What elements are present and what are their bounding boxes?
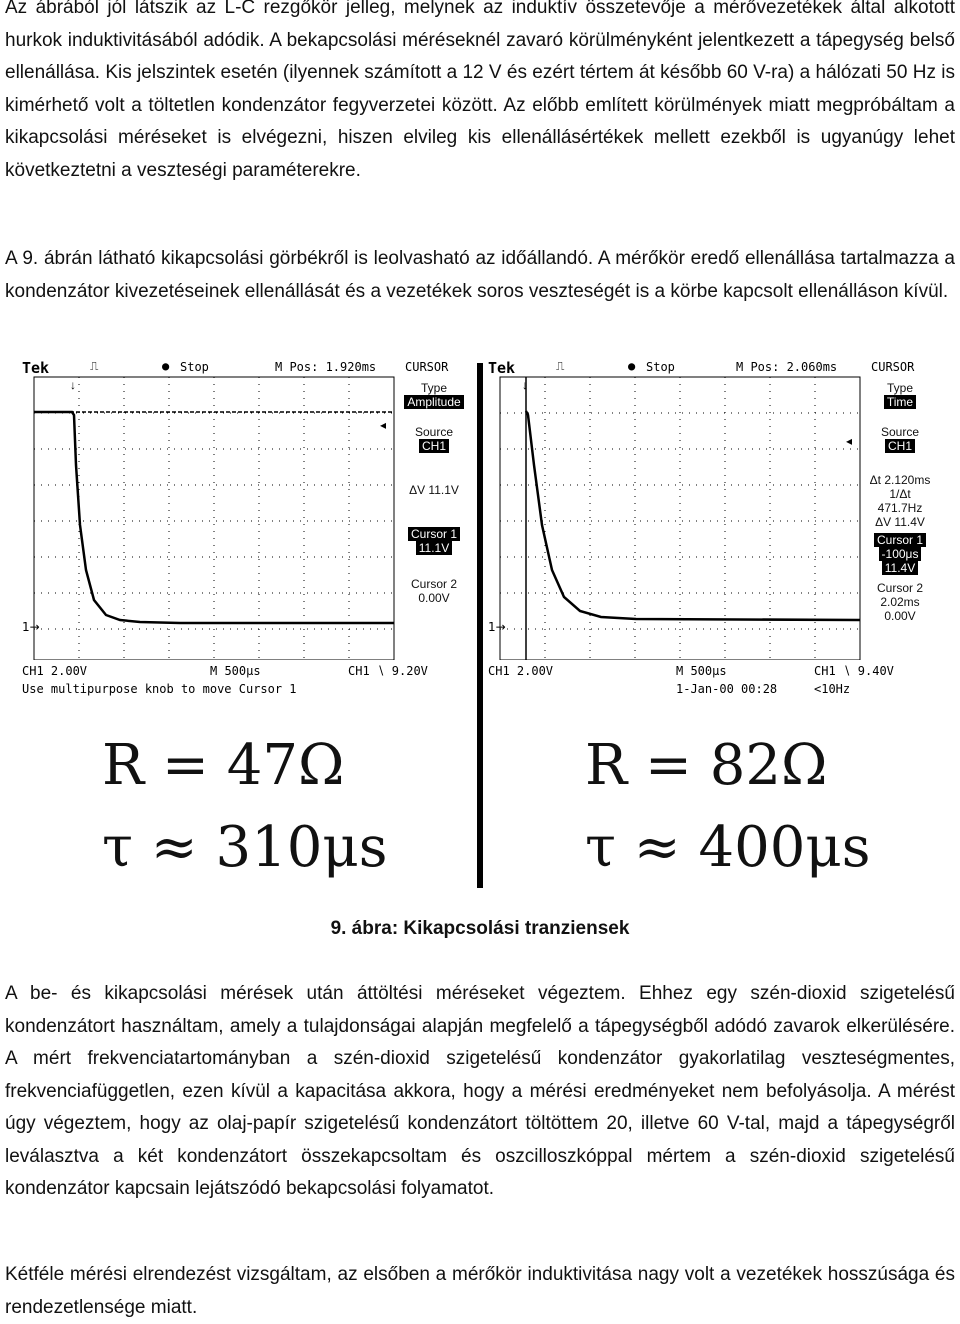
cursor2-value: 0.00V <box>884 609 916 623</box>
mpos-readout: M Pos: 1.920ms <box>275 360 377 374</box>
brand-label: Tek <box>488 359 516 377</box>
source-value[interactable]: CH1 <box>885 439 915 453</box>
menu-title: CURSOR <box>405 360 449 374</box>
formula-tau-left: τ ≈ 310μs <box>102 815 388 880</box>
pulse-icon: ⎍ <box>556 359 565 373</box>
menu-title: CURSOR <box>871 360 915 374</box>
brand-label: Tek <box>22 359 50 377</box>
trigger-readout: CH1 ∖ 9.40V <box>814 664 894 678</box>
cursor1-label[interactable]: Cursor 1 <box>408 527 460 541</box>
trigger-position-marker: ↓ <box>70 378 76 392</box>
figure-9 <box>20 355 940 892</box>
delta-v-readout: ΔV 11.4V <box>875 515 925 529</box>
mpos-readout: M Pos: 2.060ms <box>736 360 838 374</box>
trigger-readout: CH1 ∖ 9.20V <box>348 664 428 678</box>
run-state: Stop <box>646 360 675 374</box>
paragraph-setup: Kétféle mérési elrendezést vizsgáltam, az elsőben a mérőkör induktivitása nagy volt a vezetékek hosszúsága és rendezetlensége miatt. <box>5 1264 955 1318</box>
source-label: Source <box>880 425 920 439</box>
cursor-menu-right <box>866 355 934 660</box>
cursor2-value: 0.00V <box>418 591 450 605</box>
cursor2-time: 2.02ms <box>880 595 920 609</box>
cursor2-label[interactable]: Cursor 2 <box>876 581 923 595</box>
formula-r-left: R = 47Ω <box>102 733 345 798</box>
cursor1-value: 11.1V <box>416 541 452 555</box>
scope-screen-left <box>20 355 470 695</box>
cursor1-value: 11.4V <box>882 561 918 575</box>
trigger-position-marker: ↓ <box>522 378 528 392</box>
ch1-scale: CH1 2.00V <box>22 664 88 678</box>
type-label: Type <box>420 381 447 395</box>
cursor1-label[interactable]: Cursor 1 <box>874 533 926 547</box>
cursor2-label[interactable]: Cursor 2 <box>410 577 457 591</box>
type-value[interactable]: Time <box>884 395 916 409</box>
scope-screen-right <box>486 355 936 695</box>
source-value[interactable]: CH1 <box>419 439 449 453</box>
stop-dot-icon: ● <box>162 359 170 373</box>
figure-caption: 9. ábra: Kikapcsolási tranziensek <box>330 918 630 939</box>
ch1-ground-marker: 1→ <box>22 620 40 634</box>
trigger-rate: <10Hz <box>814 682 851 696</box>
waveform-plot-right <box>486 375 866 660</box>
stop-dot-icon: ● <box>628 359 636 373</box>
timebase-readout: M 500μs <box>676 664 727 678</box>
delta-v-readout: ΔV 11.1V <box>409 483 459 497</box>
paragraph-transfer-measurement: A be- és kikapcsolási mérések után áttöltési méréseket végeztem. Ehhez egy szén-dioxid szigetelésű kondenzátort használtam, amely a tulajdonságai alapján megfelelő a tápegységből adódó zavarok elkerülésére. A mért frekvenciatartományban a szén-dioxid szigetelésű kondenzátor gyakorlatilag veszteségmentes, frekvenciafüggetlen, ezen kívül a kapacitása akkora, hogy a mérési eredményeket nem befolyásolja. A mérést úgy végeztem, hogy az olaj-papír szigetelésű kondenzátort töltöttem 20, illetve 60 V-tal, majd a tápegységről leválasztva a két kondenzátort összekapcsoltam és oszcilloszkóppal mértem a szén-dioxid szigetelésű kondenzátor kapcsain lejátszódó bekapcsolási folyamatot. <box>5 983 955 1199</box>
pulse-icon: ⎍ <box>90 359 99 373</box>
type-label: Type <box>886 381 913 395</box>
timebase-readout: M 500μs <box>210 664 261 678</box>
paragraph-figure-ref: A 9. ábrán látható kikapcsolási görbékről is leolvasható az időállandó. A mérőkör eredő ellenállása tartalmazza a kondenzátor kivezetéseinek ellenállását és a vezetékek soros veszteségét is a körbe kapcsolt ellenálláson kívül. <box>5 248 955 302</box>
formula-r-right: R = 82Ω <box>585 733 828 798</box>
frequency-readout: 1/Δt 471.7Hz <box>877 487 923 515</box>
trigger-level-marker: ◂ <box>380 418 387 432</box>
date-readout: 1-Jan-00 00:28 <box>676 682 778 696</box>
source-label: Source <box>414 425 454 439</box>
figure-divider <box>477 363 483 888</box>
paragraph-intro: Az ábrából jól látszik az L-C rezgőkör jelleg, melynek az induktív összetevője a mérővezetékek által alkotott hurkok induktivitásából adódik. A bekapcsolási méréseknél zavaró körülményként jelentkezett a tápegység belső ellenállása. Kis jelszintek esetén (ilyennek számított a 12 V és ezért tértem át később 60 V-ra) a hálózati 50 Hz is kimérhető volt a töltetlen kondenzátor fegyverzetei között. Az előbb említett körülmények miatt megpróbáltam a kikapcsolási méréseket is elvégezni, hiszen elvileg kis ellenállásértékek mellett ezekből is ugyanúgy lehet következtetni a veszteségi paraméterekre. <box>5 0 955 181</box>
formula-tau-right: τ ≈ 400μs <box>585 815 871 880</box>
cursor-menu-left <box>400 355 468 660</box>
run-state: Stop <box>180 360 209 374</box>
ch1-scale: CH1 2.00V <box>488 664 554 678</box>
help-message: Use multipurpose knob to move Cursor 1 <box>22 682 297 696</box>
delta-t-readout: Δt 2.120ms <box>869 473 931 487</box>
trigger-level-marker: ◂ <box>846 434 853 448</box>
cursor1-time: -100μs <box>879 547 922 561</box>
waveform-plot-left <box>20 375 400 660</box>
ch1-ground-marker: 1→ <box>488 620 506 634</box>
type-value[interactable]: Amplitude <box>404 395 463 409</box>
